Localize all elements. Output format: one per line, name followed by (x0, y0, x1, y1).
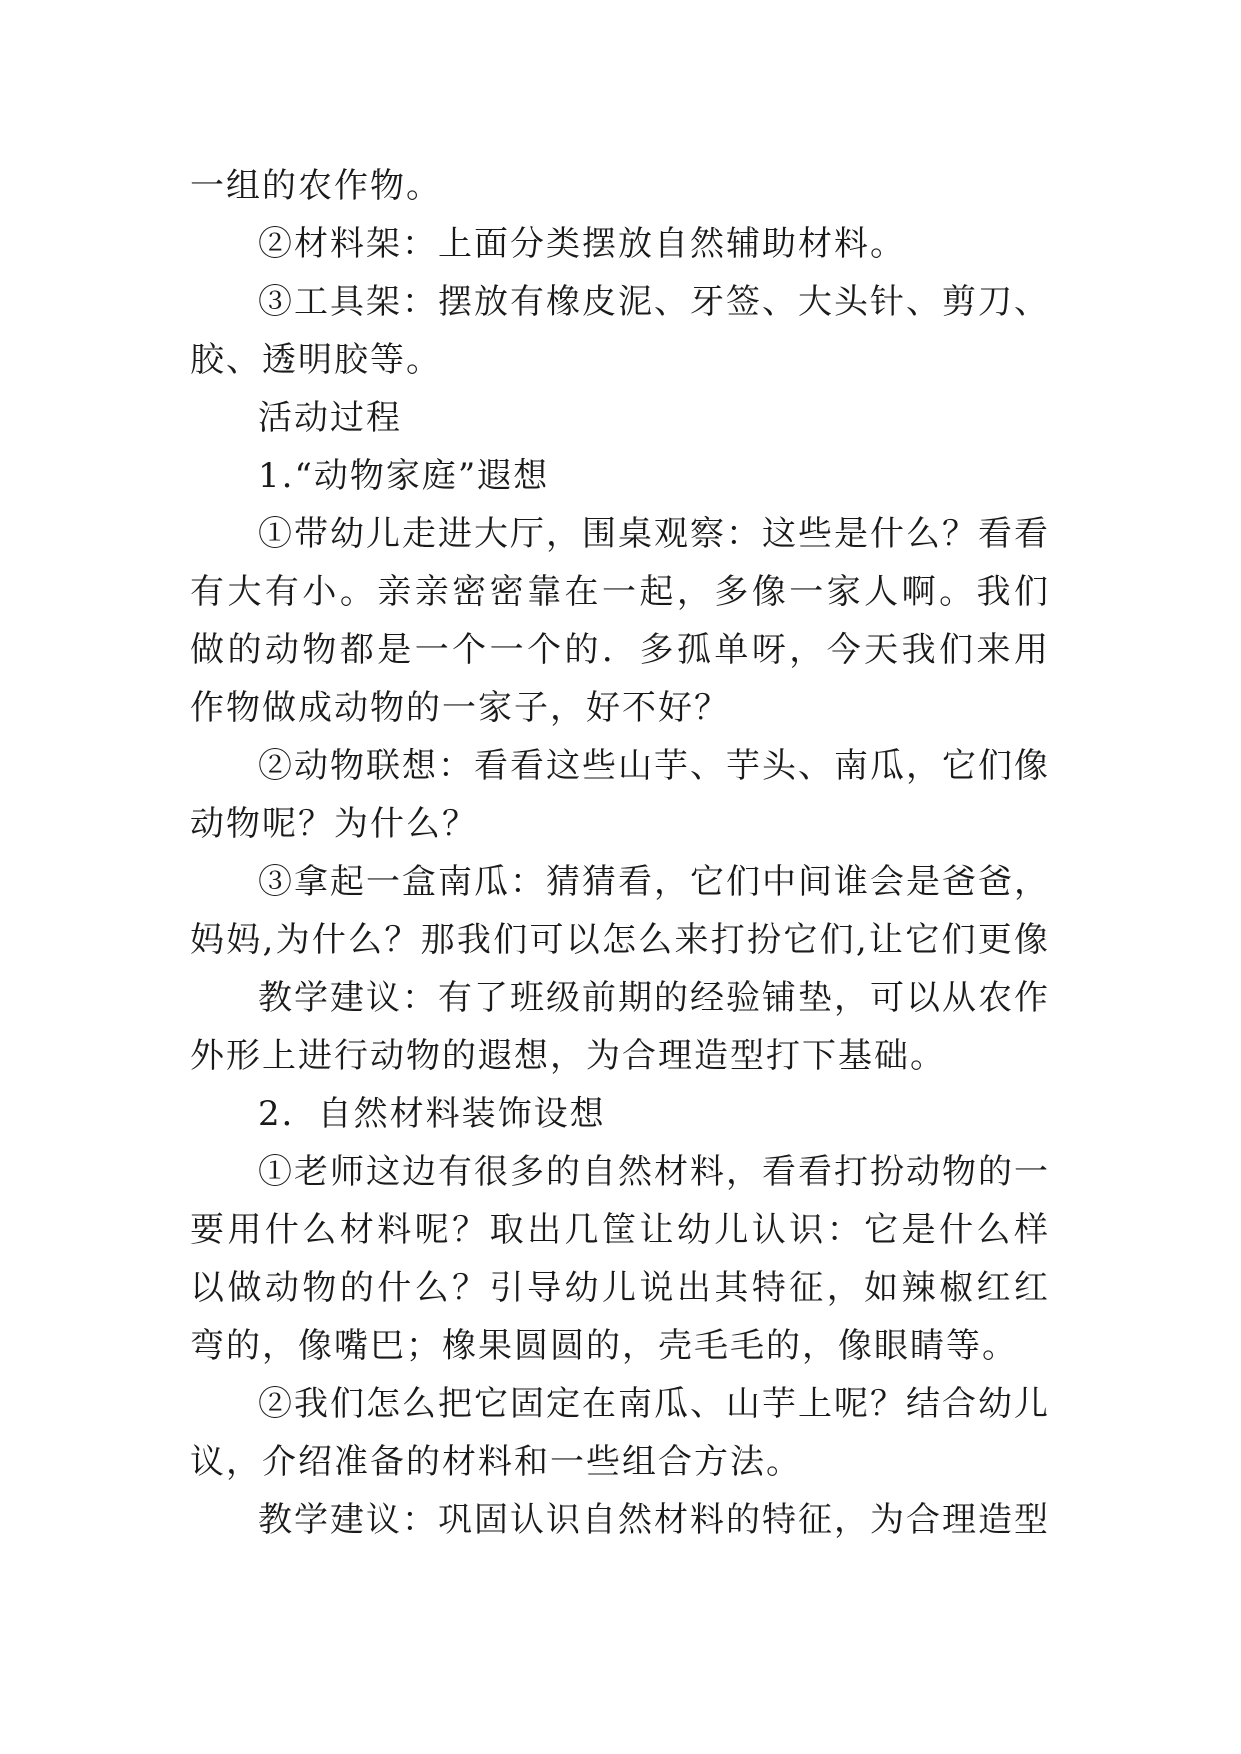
paragraph-line: 有大有小。亲亲密密靠在一起，多像一家人啊。我们 (190, 572, 1050, 612)
paragraph-line: 动物呢？为什么？ (190, 804, 478, 844)
paragraph-line: ③拿起一盒南瓜：猜猜看，它们中间谁会是爸爸， (258, 862, 1050, 902)
paragraph-line: ②我们怎么把它固定在南瓜、山芋上呢？结合幼儿 (258, 1384, 1050, 1424)
paragraph-line: 弯的，像嘴巴；橡果圆圆的，壳毛毛的，像眼睛等。 (190, 1326, 1018, 1366)
paragraph-line: ①带幼儿走进大厅，围桌观察：这些是什么？看看 (258, 514, 1050, 554)
subsection-heading: 2．自然材料装饰设想 (258, 1094, 606, 1134)
paragraph-line: ①老师这边有很多的自然材料，看看打扮动物的一 (258, 1152, 1050, 1192)
paragraph-line: 一组的农作物。 (190, 166, 442, 206)
subsection-heading: 1.“动物家庭”遐想 (258, 456, 550, 496)
section-heading: 活动过程 (258, 398, 402, 438)
paragraph-line: 要用什么材料呢？取出几筐让幼儿认识：它是什么样 (190, 1210, 1050, 1250)
paragraph-line: ②材料架：上面分类摆放自然辅助材料。 (258, 224, 906, 264)
paragraph-line: 议，介绍准备的材料和一些组合方法。 (190, 1442, 802, 1482)
paragraph-line: 做的动物都是一个一个的．多孤单呀，今天我们来用 (190, 630, 1050, 670)
document-body (190, 157, 1050, 1549)
paragraph-line: ③工具架：摆放有橡皮泥、牙签、大头针、剪刀、 (258, 282, 1050, 322)
paragraph-line: ②动物联想：看看这些山芋、芋头、南瓜，它们像 (258, 746, 1050, 786)
paragraph-line: 作物做成动物的一家子，好不好？ (190, 688, 730, 728)
paragraph-line: 以做动物的什么？引导幼儿说出其特征，如辣椒红红 (190, 1268, 1050, 1308)
paragraph-line: 教学建议：有了班级前期的经验铺垫，可以从农作 (258, 978, 1050, 1018)
paragraph-line: 外形上进行动物的遐想，为合理造型打下基础。 (190, 1036, 946, 1076)
paragraph-line: 妈妈,为什么？那我们可以怎么来打扮它们,让它们更像 (190, 920, 1050, 960)
paragraph-line: 胶、透明胶等。 (190, 340, 442, 380)
paragraph-line: 教学建议：巩固认识自然材料的特征，为合理造型 (258, 1500, 1050, 1540)
